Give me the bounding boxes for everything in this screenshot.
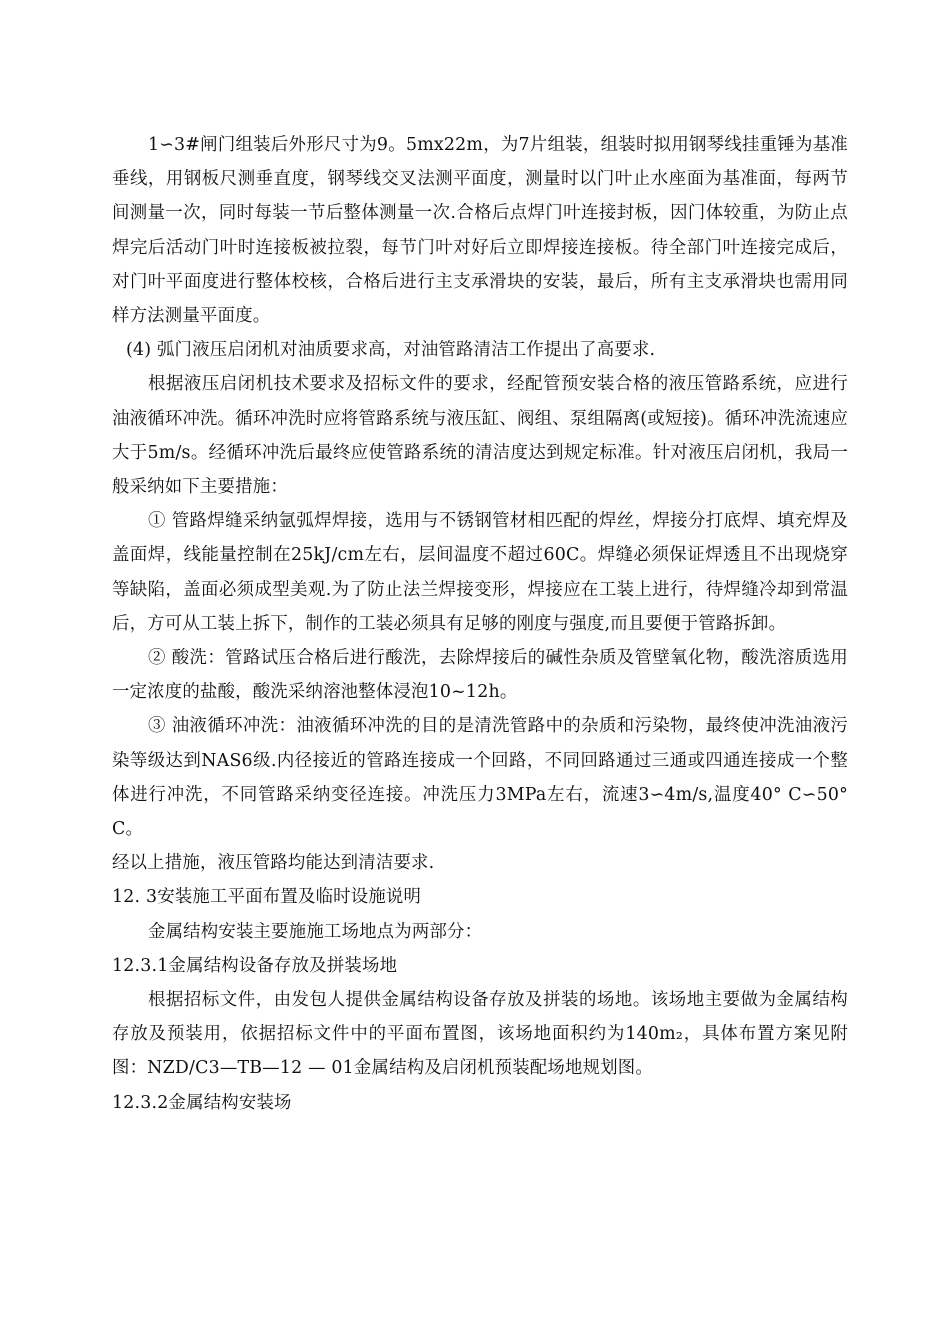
document-body [112, 128, 848, 1120]
paragraph-measure-circulation-flushing: ③ 油液循环冲洗：油液循环冲洗的目的是清洗管路中的杂质和污染物，最终使冲洗油液污染等级达到NAS6级.内径接近的管路连接成一个回路，不同回路通过三通或四通连接成一个整体进行冲洗，不同管路采纳变径连接。冲洗压力3MPa左右，流速3∽4m/s,温度40° C∽50° C。 [112, 716, 848, 840]
section-heading-12-3: 12. 3安装施工平面布置及临时设施说明 [112, 887, 422, 908]
section-heading-12-3-1: 12.3.1金属结构设备存放及拼装场地 [112, 955, 398, 976]
paragraph-measure-pickling: ② 酸洗：管路试压合格后进行酸洗，去除焊接后的碱性杂质及管壁氧化物，酸洗溶质选用一定浓度的盐酸，酸洗采纳溶池整体浸泡10~12h。 [112, 648, 848, 703]
section-heading-12-3-2: 12.3.2金属结构安装场 [112, 1092, 292, 1113]
paragraph-gate-assembly: 1∽3#闸门组装后外形尺寸为9。5mx22m，为7片组装，组装时拟用钢琴线挂重锤为基准垂线，用钢板尺测垂直度，钢琴线交叉法测平面度，测量时以门叶止水座面为基准面，每两节间测量一次，同时每装一节后整体测量一次.合格后点焊门叶连接封板，因门体较重，为防止点焊完后活动门叶时连接板被拉裂，每节门叶对好后立即焊接连接板。待全部门叶连接完成后，对门叶平面度进行整体校核，合格后进行主支承滑块的安装，最后，所有主支承滑块也需用同样方法测量平面度。 [112, 135, 848, 327]
paragraph-storage-site: 根据招标文件，由发包人提供金属结构设备存放及拼装的场地。该场地主要做为金属结构存放及预装用，依据招标文件中的平面布置图，该场地面积约为140m₂，具体布置方案见附图：NZD/C3—TB—12 — 01金属结构及启闭机预装配场地规划图。 [112, 990, 848, 1079]
paragraph-conclusion: 经以上措施，液压管路均能达到清洁要求. [112, 853, 435, 874]
paragraph-oil-flushing-requirements: 根据液压启闭机技术要求及招标文件的要求，经配管预安装合格的液压管路系统，应进行油液循环冲洗。循环冲洗时应将管路系统与液压缸、阀组、泵组隔离(或短接)。循环冲洗流速应大于5m/s。经循环冲洗后最终应使管路系统的清洁度达到规定标准。针对液压启闭机，我局一般采纳如下主要措施： [112, 374, 848, 498]
paragraph-item-4: (4) 弧门液压启闭机对油质要求高，对油管路清洁工作提出了高要求. [126, 340, 656, 361]
paragraph-site-intro: 金属结构安装主要施施工场地点为两部分： [148, 921, 483, 942]
paragraph-measure-welding: ① 管路焊缝采纳氩弧焊焊接，选用与不锈钢管材相匹配的焊丝，焊接分打底焊、填充焊及盖面焊，线能量控制在25kJ/cm左右，层间温度不超过60C。焊缝必须保证焊透且不出现烧穿等缺陷，盖面必须成型美观.为了防止法兰焊接变形，焊接应在工装上进行，待焊缝冷却到常温后，方可从工装上拆下，制作的工装必须具有足够的刚度与强度,而且要便于管路拆卸。 [112, 511, 848, 634]
